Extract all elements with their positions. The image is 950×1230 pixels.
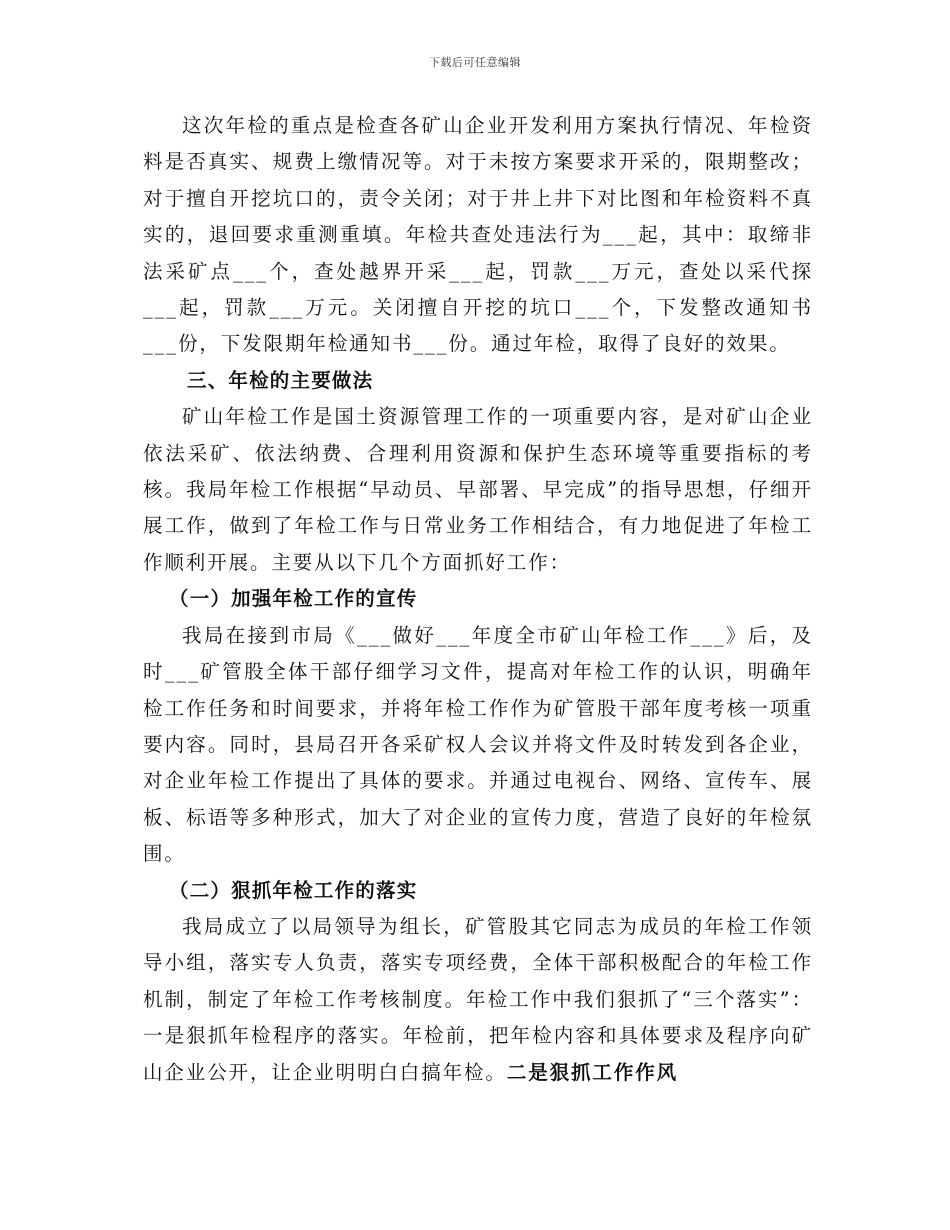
- paragraph-implementation-text: 我局成立了以局领导为组长，矿管股其它同志为成员的年检工作领导小组，落实专人负责，落实专项经费，全体干部积极配合的年检工作机制，制定了年检工作考核制度。年检工作中我们狠抓了“三个落实”：一是狠抓年检程序的落实。年检前，把年检内容和具体要求及程序向矿山企业公开，让企业明明白白搞年检。: [143, 914, 813, 1084]
- section-heading-main-practices: 三、年检的主要做法: [187, 368, 374, 392]
- document-body: [143, 108, 813, 1091]
- paragraph-implementation: [143, 909, 813, 1091]
- paragraph-inspection-focus: 这次年检的重点是检查各矿山企业开发利用方案执行情况、年检资料是否真实、规费上缴情况等。对于未按方案要求开采的，限期整改；对于擅自开挖坑口的，责令关闭；对于井上井下对比图和年检资料不真实的，退回要求重测重填。年检共查处违法行为___起，其中：取缔非法采矿点___个，查处越界开采___起，罚款___万元，查处以采代探___起，罚款___万元。关闭擅自开挖的坑口___个，下发整改通知书___份，下发限期年检通知书___份。通过年检，取得了良好的效果。: [143, 114, 813, 356]
- page-header: 下载后可任意编辑: [429, 56, 521, 69]
- paragraph-inspection-importance: 矿山年检工作是国土资源管理工作的一项重要内容，是对矿山企业依法采矿、依法纳费、合理利用资源和保护生态环境等重要指标的考核。我局年检工作根据“早动员、早部署、早完成”的指导思想，仔细开展工作，做到了年检工作与日常业务工作相结合，有力地促进了年检工作顺利开展。主要从以下几个方面抓好工作：: [143, 405, 813, 574]
- paragraph-implementation-bold: 二是狠抓工作作风: [506, 1060, 679, 1084]
- subsection-heading-publicity: （一）加强年检工作的宣传: [169, 587, 418, 611]
- subsection-heading-implementation: （二）狠抓年检工作的落实: [169, 878, 418, 902]
- paragraph-publicity: 我局在接到市局《___做好___年度全市矿山年检工作___》后，及时___矿管股全体干部仔细学习文件，提高对年检工作的认识，明确年检工作任务和时间要求，并将年检工作作为矿管股干部年度考核一项重要内容。同时，县局召开各采矿权人会议并将文件及时转发到各企业，对企业年检工作提出了具体的要求。并通过电视台、网络、宣传车、展板、标语等多种形式，加大了对企业的宣传力度，营造了良好的年检氛围。: [143, 623, 813, 866]
